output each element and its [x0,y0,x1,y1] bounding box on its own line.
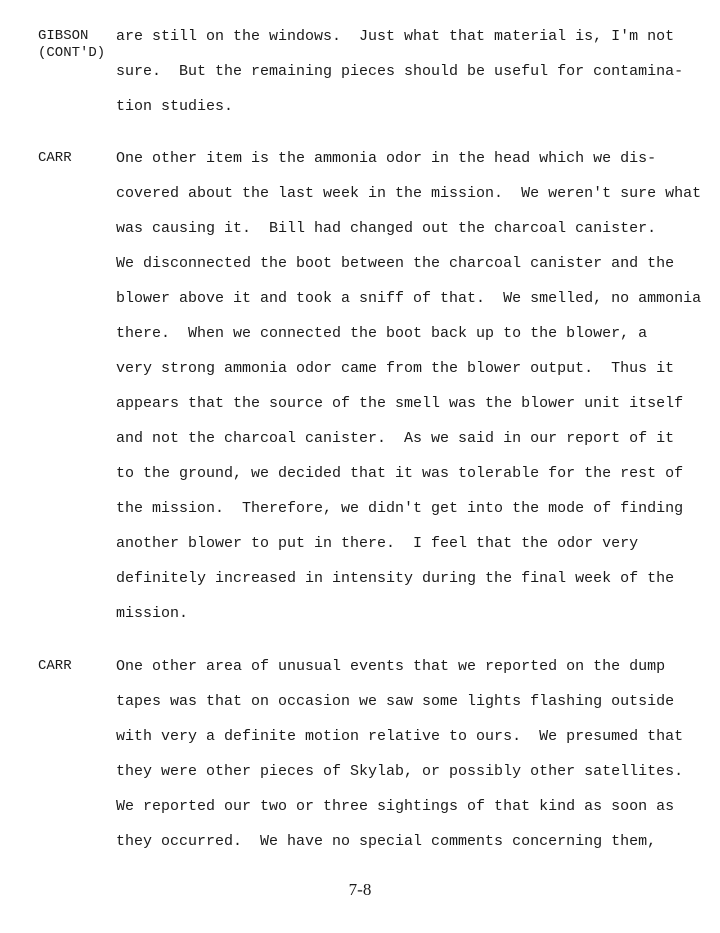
text-line: blower above it and took a sniff of that. We smelled, no ammonia [116,290,702,307]
text-line: was causing it. Bill had changed out the charcoal canister. [116,220,657,237]
text-line: and not the charcoal canister. As we said in our report of it [116,430,675,447]
text-line: One other area of unusual events that we reported on the dump [116,658,666,675]
text-line: We disconnected the boot between the charcoal canister and the [116,255,675,272]
speaker-label: GIBSON (CONT'D) [38,28,106,61]
speaker-label: CARR [38,150,72,166]
text-line: appears that the source of the smell was the blower unit itself [116,395,684,412]
text-line: sure. But the remaining pieces should be useful for contamina- [116,63,684,80]
text-line: definitely increased in intensity during the final week of the [116,570,675,587]
text-line: are still on the windows. Just what that material is, I'm not [116,28,675,45]
text-line: with very a definite motion relative to ours. We presumed that [116,728,684,745]
text-line: covered about the last week in the mission. We weren't sure what [116,185,702,202]
page-number: 7-8 [348,880,372,899]
text-line: tion studies. [116,98,234,115]
text-line: they were other pieces of Skylab, or possibly other satellites. [116,763,684,780]
text-line: the mission. Therefore, we didn't get into the mode of finding [116,500,684,517]
text-line: One other item is the ammonia odor in the head which we dis- [116,150,657,167]
text-line: there. When we connected the boot back up to the blower, a [116,325,648,342]
text-line: mission. [116,605,189,622]
text-line: tapes was that on occasion we saw some lights flashing outside [116,693,675,710]
text-line: another blower to put in there. I feel that the odor very [116,535,639,552]
text-line: they occurred. We have no special comments concerning them, [116,833,657,850]
text-line: We reported our two or three sightings of that kind as soon as [116,798,675,815]
speaker-label: CARR [38,658,72,674]
text-line: to the ground, we decided that it was tolerable for the rest of [116,465,684,482]
text-line: very strong ammonia odor came from the blower output. Thus it [116,360,675,377]
